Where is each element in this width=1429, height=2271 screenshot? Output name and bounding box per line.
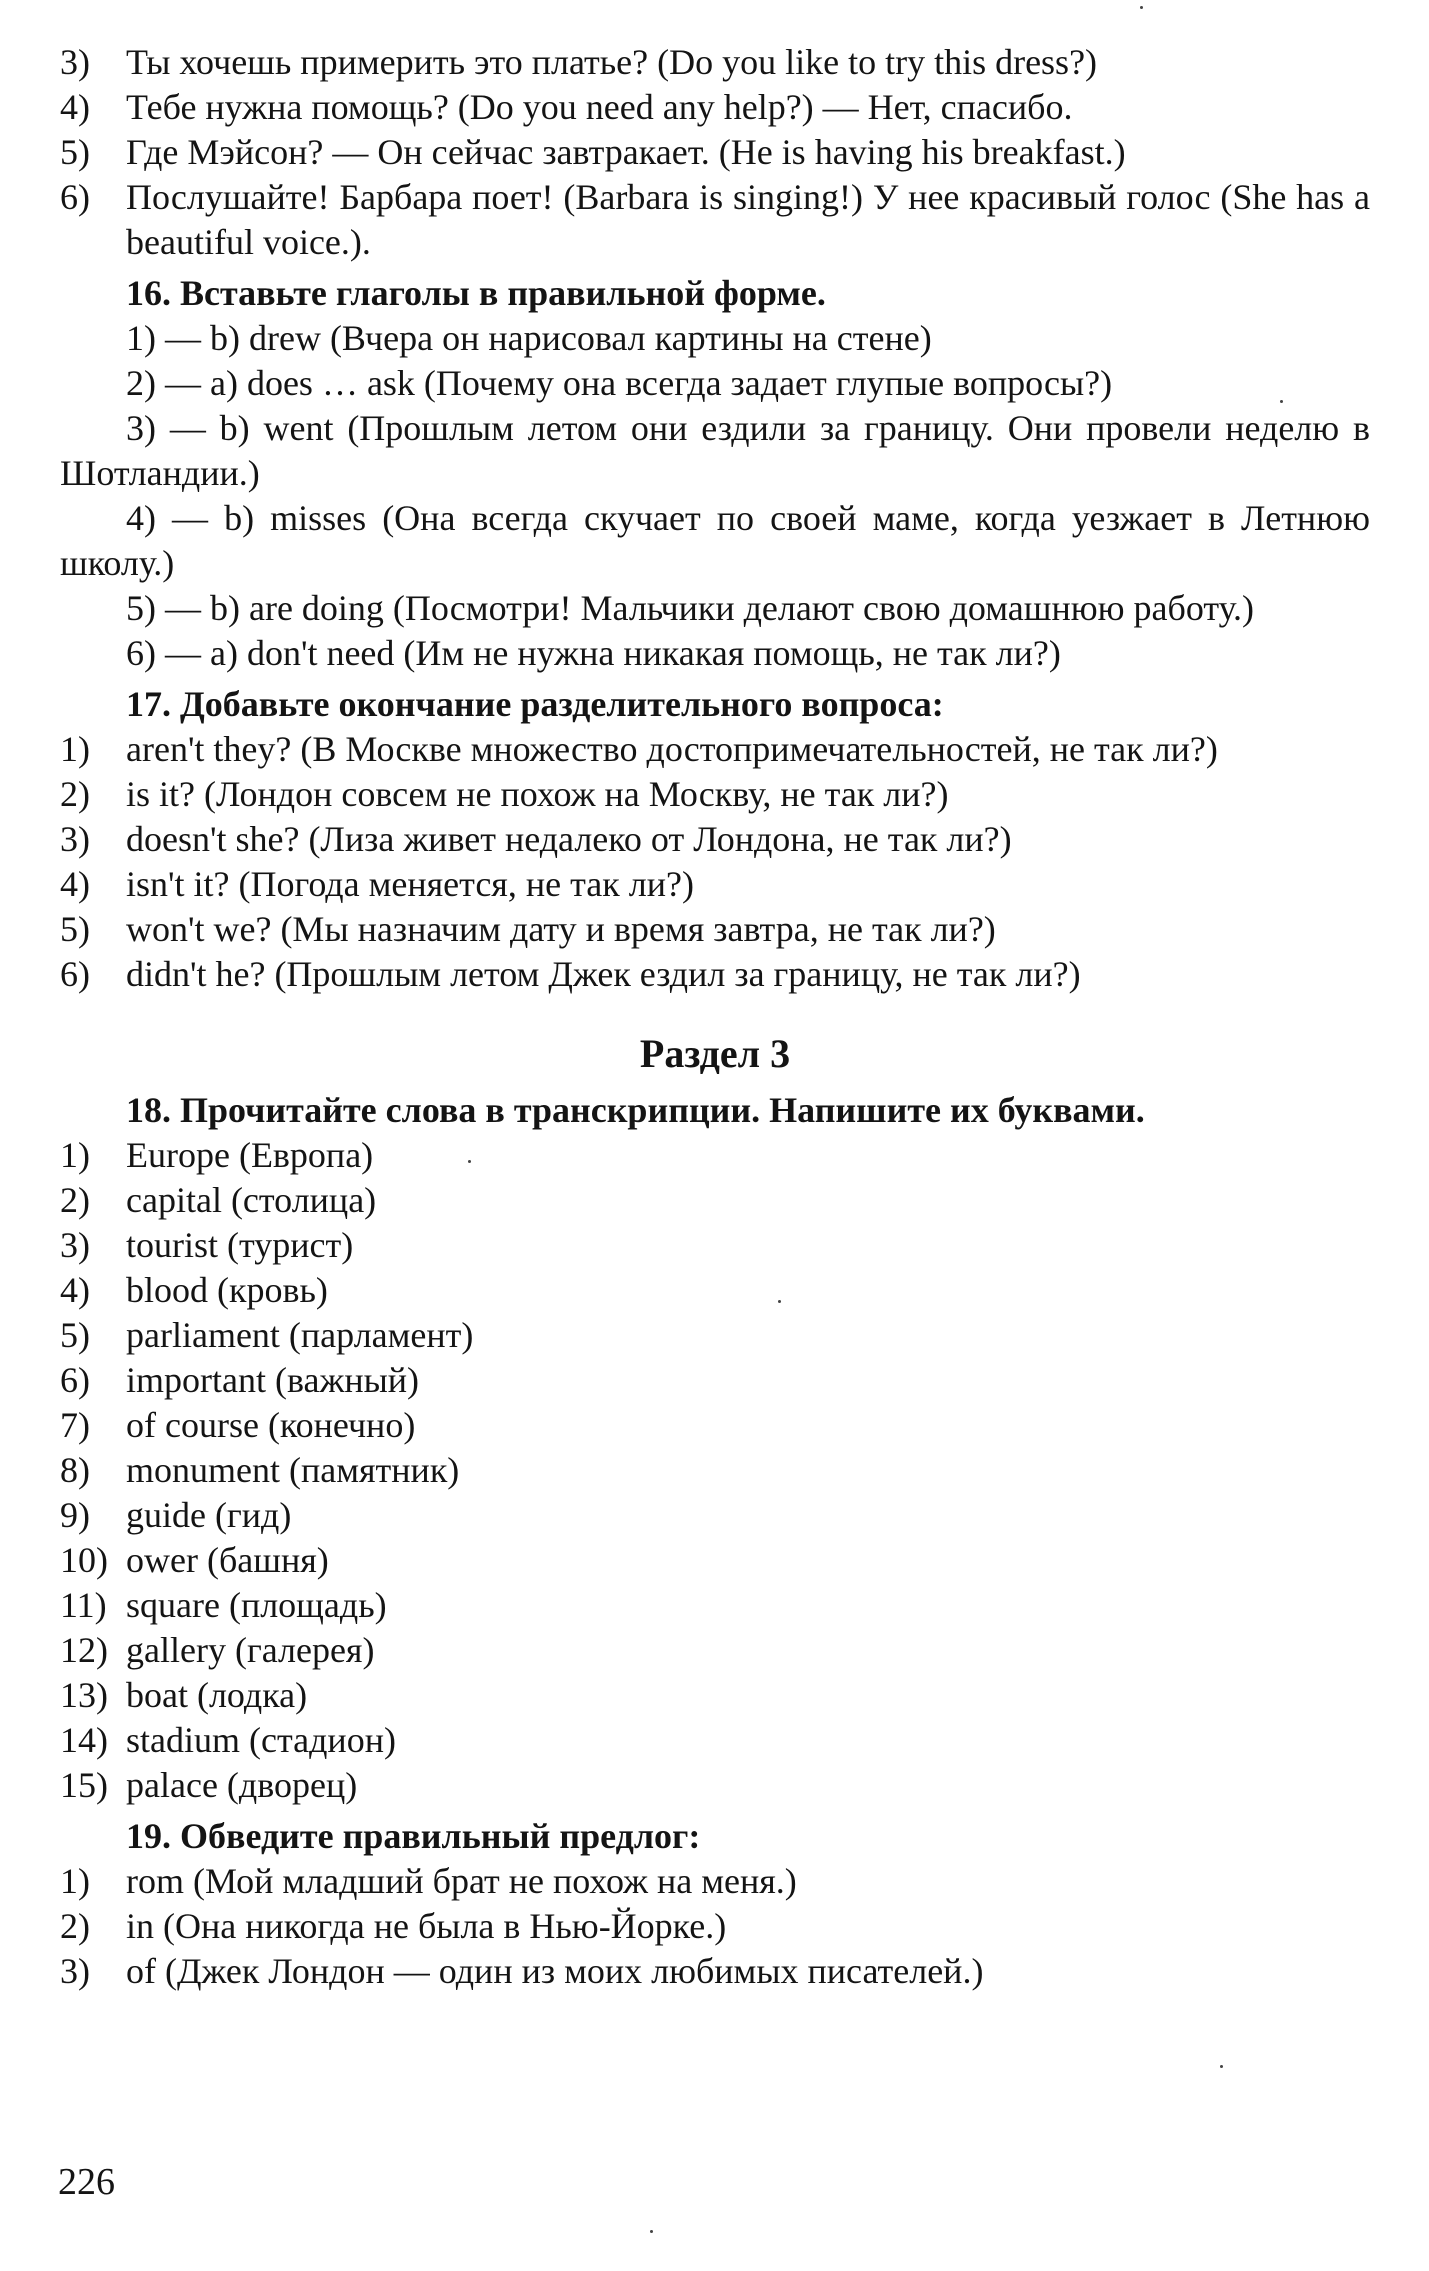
item-number: 4)	[60, 1270, 90, 1310]
list-item	[60, 1949, 1370, 1994]
item-number: 5)	[60, 132, 90, 172]
item-number: 14)	[60, 1720, 108, 1760]
item-number: 2)	[60, 774, 90, 814]
top-list	[60, 40, 1370, 265]
list-item	[60, 1538, 1370, 1583]
exercise-16-answer: 2) — a) does … ask (Почему она всегда задает глупые вопросы?)	[126, 363, 1113, 403]
list-item	[60, 862, 1370, 907]
exercise-19-title: 19. Обведите правильный предлог:	[126, 1816, 701, 1856]
page-body	[60, 40, 1370, 1994]
list-item	[60, 1493, 1370, 1538]
item-text: of (Джек Лондон — один из моих любимых писателей.)	[126, 1951, 984, 1991]
list-item	[60, 1718, 1370, 1763]
item-text: square (площадь)	[126, 1585, 387, 1625]
scan-speck	[1140, 6, 1143, 9]
list-item	[60, 40, 1370, 85]
item-number: 3)	[60, 1951, 90, 1991]
list-item	[60, 1583, 1370, 1628]
list-item	[60, 727, 1370, 772]
item-text: Europe (Европа)	[126, 1135, 374, 1175]
item-number: 1)	[60, 729, 90, 769]
list-item	[60, 1673, 1370, 1718]
item-text: of course (конечно)	[126, 1405, 416, 1445]
scan-speck	[1220, 2065, 1223, 2068]
exercise-16-answer: 3) — b) went (Прошлым летом они ездили за границу. Они провели неделю в Шотландии.)	[60, 408, 1370, 493]
item-text: capital (столица)	[126, 1180, 377, 1220]
list-item	[60, 1223, 1370, 1268]
item-number: 6)	[60, 954, 90, 994]
item-number: 8)	[60, 1450, 90, 1490]
scan-speck	[1280, 400, 1283, 403]
item-text: monument (памятник)	[126, 1450, 460, 1490]
item-text: boat (лодка)	[126, 1675, 308, 1715]
item-text: doesn't she? (Лиза живет недалеко от Лондона, не так ли?)	[126, 819, 1012, 859]
item-text: gallery (галерея)	[126, 1630, 375, 1670]
exercise-18	[60, 1088, 1370, 1808]
section-title: Раздел 3	[639, 1031, 791, 1076]
item-number: 10)	[60, 1540, 108, 1580]
list-item	[60, 175, 1370, 265]
list-item	[60, 952, 1370, 997]
list-item	[60, 1403, 1370, 1448]
item-number: 6)	[60, 177, 90, 217]
exercise-16-answer: 1) — b) drew (Вчера он нарисовал картины на стене)	[126, 318, 932, 358]
item-number: 2)	[60, 1180, 90, 1220]
exercise-16-title: 16. Вставьте глаголы в правильной форме.	[126, 273, 826, 313]
item-number: 4)	[60, 87, 90, 127]
item-number: 7)	[60, 1405, 90, 1445]
list-item	[60, 85, 1370, 130]
list-item	[60, 1904, 1370, 1949]
item-text: ower (башня)	[126, 1540, 329, 1580]
item-number: 2)	[60, 1906, 90, 1946]
list-item	[60, 817, 1370, 862]
item-text: important (важный)	[126, 1360, 420, 1400]
item-text: aren't they? (В Москве множество достопримечательностей, не так ли?)	[126, 729, 1218, 769]
scan-speck	[778, 1300, 781, 1303]
list-item	[60, 1133, 1370, 1178]
item-number: 11)	[60, 1585, 107, 1625]
exercise-16-answer: 6) — a) don't need (Им не нужна никакая помощь, не так ли?)	[126, 633, 1061, 673]
item-number: 12)	[60, 1630, 108, 1670]
item-text: rom (Мой младший брат не похож на меня.)	[126, 1861, 797, 1901]
exercise-16-answer: 4) — b) misses (Она всегда скучает по своей маме, когда уезжает в Летнюю школу.)	[60, 498, 1370, 583]
list-item	[60, 1859, 1370, 1904]
item-text: is it? (Лондон совсем не похож на Москву, не так ли?)	[126, 774, 949, 814]
item-text: isn't it? (Погода меняется, не так ли?)	[126, 864, 694, 904]
exercise-17	[60, 682, 1370, 997]
list-item	[60, 130, 1370, 175]
item-text: parliament (парламент)	[126, 1315, 474, 1355]
item-number: 6)	[60, 1360, 90, 1400]
item-text: guide (гид)	[126, 1495, 292, 1535]
item-number: 3)	[60, 1225, 90, 1265]
item-text: didn't he? (Прошлым летом Джек ездил за границу, не так ли?)	[126, 954, 1081, 994]
item-number: 13)	[60, 1675, 108, 1715]
list-item	[60, 1628, 1370, 1673]
item-text: in (Она никогда не была в Нью-Йорке.)	[126, 1906, 727, 1946]
list-item	[60, 1763, 1370, 1808]
page-number: 226	[58, 2161, 115, 2203]
item-text: palace (дворец)	[126, 1765, 358, 1805]
item-text: Ты хочешь примерить это платье? (Do you like to try this dress?)	[126, 42, 1098, 82]
list-item	[60, 772, 1370, 817]
list-item	[60, 1448, 1370, 1493]
item-text: won't we? (Мы назначим дату и время завтра, не так ли?)	[126, 909, 996, 949]
exercise-17-title: 17. Добавьте окончание разделительного вопроса:	[126, 684, 944, 724]
item-text: Тебе нужна помощь? (Do you need any help?) — Нет, спасибо.	[126, 87, 1073, 127]
item-number: 4)	[60, 864, 90, 904]
item-number: 1)	[60, 1135, 90, 1175]
exercise-16-answer: 5) — b) are doing (Посмотри! Мальчики делают свою домашнюю работу.)	[126, 588, 1254, 628]
list-item	[60, 1268, 1370, 1313]
scan-speck	[650, 2230, 653, 2233]
list-item	[60, 1178, 1370, 1223]
list-item	[60, 1313, 1370, 1358]
exercise-16	[60, 271, 1370, 676]
scan-speck	[468, 1160, 471, 1163]
item-number: 5)	[60, 1315, 90, 1355]
item-text: stadium (стадион)	[126, 1720, 396, 1760]
item-number: 15)	[60, 1765, 108, 1805]
exercise-18-title: 18. Прочитайте слова в транскрипции. Напишите их буквами.	[126, 1090, 1145, 1130]
item-text: Где Мэйсон? — Он сейчас завтракает. (He is having his breakfast.)	[126, 132, 1126, 172]
item-text: blood (кровь)	[126, 1270, 328, 1310]
exercise-19	[60, 1814, 1370, 1994]
item-number: 1)	[60, 1861, 90, 1901]
item-number: 9)	[60, 1495, 90, 1535]
item-text: Послушайте! Барбара поет! (Barbara is singing!) У нее красивый голос (She has a beautiful voice.).	[126, 177, 1370, 262]
item-number: 5)	[60, 909, 90, 949]
item-text: tourist (турист)	[126, 1225, 354, 1265]
item-number: 3)	[60, 819, 90, 859]
list-item	[60, 907, 1370, 952]
item-number: 3)	[60, 42, 90, 82]
list-item	[60, 1358, 1370, 1403]
